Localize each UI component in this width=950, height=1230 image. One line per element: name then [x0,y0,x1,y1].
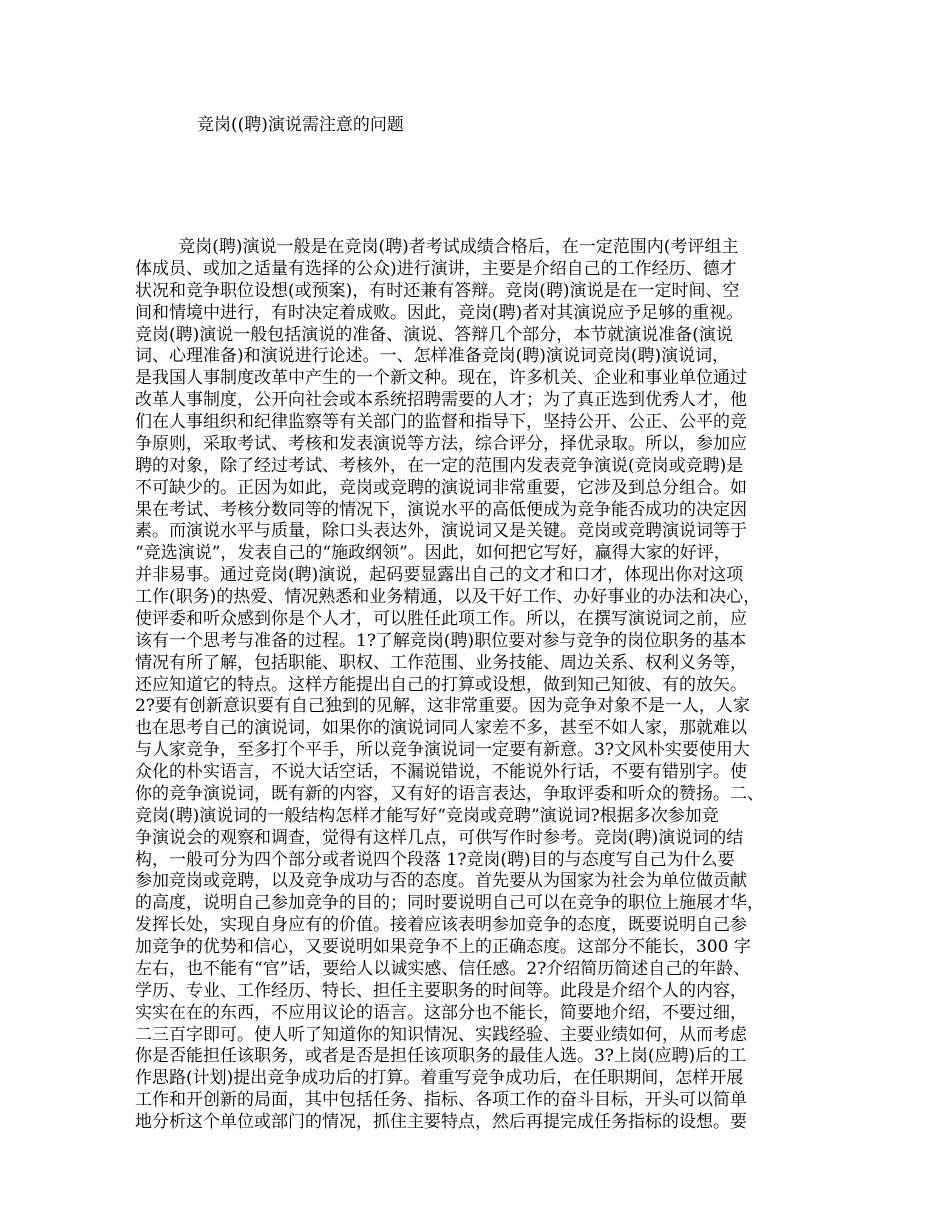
body-line: 竞岗(聘)演说一般是在竞岗(聘)者考试成绩合格后，在一定范围内(考评组主 [135,237,739,257]
body-line: 2?要有创新意识要有自己独到的见解，这非常重要。因为竞争对象不是一人，人家 [135,696,750,717]
body-line: 体成员、或加之适量有选择的公众)进行演讲，主要是介绍自己的工作经历、德才 [135,258,737,279]
body-line: 工作和开创新的局面，其中包括任务、指标、各项工作的奋斗目标，开头可以简单 [135,1090,747,1111]
document-title: 竞岗((聘)演说需注意的问题 [197,115,404,135]
body-line: 发挥长处，实现自身应有的价值。接着应该表明参加竞争的态度，既要说明自己参 [135,915,747,936]
body-line: 竞岗(聘)演说一般包括演说的准备、演说、答辩几个部分，本节就演说准备(演说 [135,324,733,345]
body-line: 工作(职务)的热爱、情况熟悉和业务精通，以及干好工作、办好事业的办法和决心， [135,587,761,607]
body-line: 们在人事组织和纪律监察等有关部门的监督和指导下，坚持公开、公正、公平的竞 [135,412,747,432]
body-line: 并非易事。通过竞岗(聘)演说，起码要显露出自己的文才和口才，体现出你对这项 [135,565,744,586]
body-line: 二三百字即可。使人听了知道你的知识情况、实践经验、主要业绩如何，从而考虑 [135,1024,747,1045]
body-line: “竞选演说”，发表自己的“施政纲领”。因此，如何把它写好，赢得大家的好评， [135,543,731,564]
body-line: 你是否能担任该职务，或者是否是担任该项职务的最佳人选。3?上岗(应聘)后的工 [135,1046,747,1067]
document-body [135,237,825,1134]
body-line: 众化的朴实语言，不说大话空话，不漏说错说，不能说外行话，不要有错别字。使 [135,762,747,782]
body-line: 参加竞岗或竞聘，以及竞争成功与否的态度。首先要从为国家为社会为单位做贡献 [135,871,747,892]
body-line: 加竞争的优势和信心，又要说明如果竞争不上的正确态度。这部分不能长，300 字 [135,937,751,957]
body-line: 也在思考自己的演说词，如果你的演说词同人家差不多，甚至不如人家，那就难以 [135,718,747,739]
body-line: 构，一般可分为四个部分或者说四个段落 1?竞岗(聘)目的与态度写自己为什么要 [135,849,735,870]
body-line: 你的竞争演说词，既有新的内容，又有好的语言表达，争取评委和听众的赞扬。二、 [135,783,764,804]
body-line: 词、心理准备)和演说进行论述。一、怎样准备竞岗(聘)演说词竞岗(聘)演说词， [135,346,730,367]
body-line: 果在考试、考核分数同等的情况下，演说水平的高低便成为竞争能否成功的决定因 [135,499,747,520]
body-line: 不可缺少的。正因为如此，竞岗或竞聘的演说词非常重要，它涉及到总分组合。如 [135,477,747,498]
body-line: 实实在在的东西，不应用议论的语言。这部分也不能长，简要地介绍，不要过细， [135,1002,747,1023]
body-line: 使评委和听众感到你是个人才，可以胜任此项工作。所以，在撰写演说词之前，应 [135,608,747,629]
body-line: 是我国人事制度改革中产生的一个新文种。现在，许多机关、企业和事业单位通过 [135,368,747,389]
body-line: 该有一个思考与准备的过程。1?了解竞岗(聘)职位要对参与竞争的岗位职务的基本 [135,630,747,651]
body-line: 状况和竞争职位设想(或预案)，有时还兼有答辩。竞岗(聘)演说是在一定时间、空 [135,280,740,301]
body-line: 间和情境中进行，有时决定着成败。因此，竞岗(聘)者对其演说应予足够的重视。 [135,302,744,323]
body-line: 作思路(计划)提出竞争成功后的打算。着重写竞争成功后，在任职期间，怎样开展 [135,1068,744,1089]
body-line: 学历、专业、工作经历、特长、担任主要职务的时间等。此段是介绍个人的内容， [135,980,747,1001]
body-line: 地分析这个单位或部门的情况，抓住主要特点，然后再提完成任务指标的设想。要 [135,1112,747,1132]
body-line: 还应知道它的特点。这样方能提出自己的打算或设想，做到知己知彼、有的放矢。 [135,674,747,695]
body-line: 与人家竞争，至多打个平手，所以竞争演说词一定要有新意。3?文风朴实要使用大 [135,740,750,761]
body-line: 竞岗(聘)演说词的一般结构怎样才能写好“竞岗或竞聘”演说词?根据多次参加竞 [135,805,719,826]
body-line: 争演说会的观察和调查，觉得有这样几点，可供写作时参考。竞岗(聘)演说词的结 [135,827,744,848]
body-line: 的高度，说明自己参加竞争的目的；同时要说明自己可以在竞争的职位上施展才华， [135,893,764,914]
body-line: 情况有所了解，包括职能、职权、工作范围、业务技能、周边关系、权利义务等， [135,652,747,673]
body-line: 左右，也不能有“官”话，要给人以诚实感、信任感。2?介绍简历简述自己的年龄、 [135,958,751,979]
body-line: 争原则，采取考试、考核和发表演说等方法，综合评分，择优录取。所以，参加应 [135,433,747,454]
body-line: 改革人事制度，公开向社会或本系统招聘需要的人才；为了真正选到优秀人才，他 [135,390,747,411]
body-line: 聘的对象，除了经过考试、考核外，在一定的范围内发表竞争演说(竞岗或竞聘)是 [135,455,744,476]
body-line: 素。而演说水平与质量，除口头表达外，演说词又是关键。竞岗或竞聘演说词等于 [135,521,747,542]
